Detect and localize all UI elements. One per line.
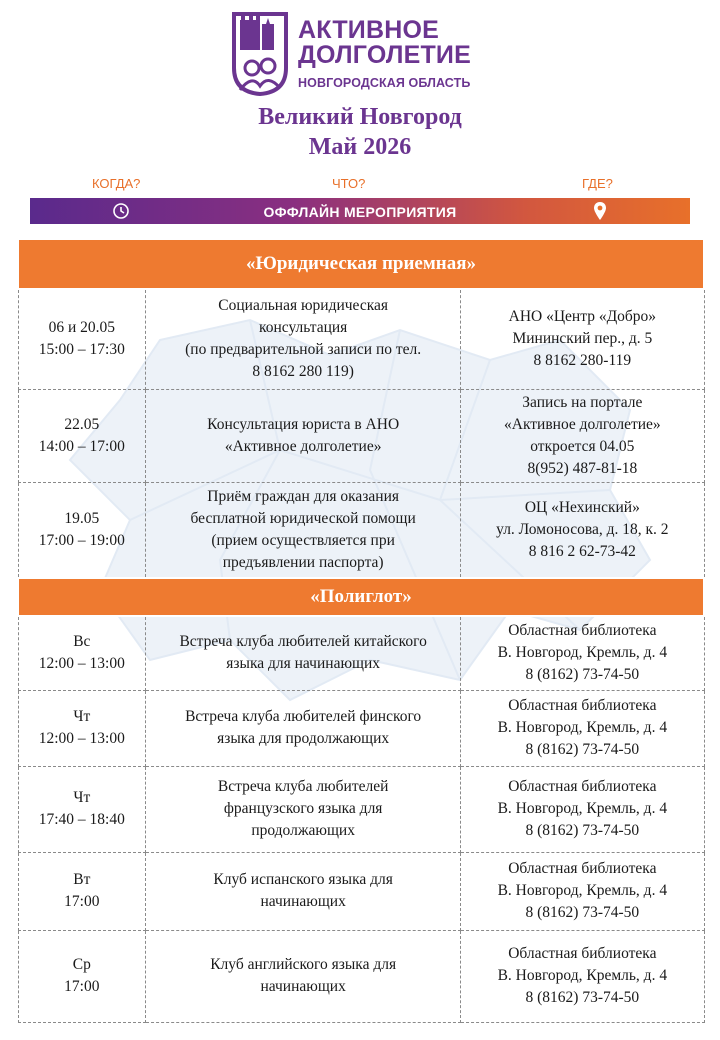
logo [230, 10, 500, 96]
place-text: 8 (8162) 73-74-50 [525, 989, 640, 1006]
event-text: Клуб английского языка для [210, 956, 397, 973]
time-text: 17:40 – 18:40 [38, 811, 125, 828]
table-row [18, 389, 704, 482]
what-cell [146, 616, 461, 690]
where-cell [461, 616, 704, 690]
when-cell [18, 930, 146, 1022]
place-text: Областная библиотека [508, 860, 657, 877]
place-text: В. Новгород, Кремль, д. 4 [497, 967, 668, 984]
date-text: 19.05 [64, 509, 100, 527]
when-label: КОГДА? [92, 176, 141, 191]
section-header-polyglot [18, 578, 704, 616]
place-text: Мининский пер., д. 5 [512, 330, 653, 348]
what-cell [146, 289, 461, 389]
schedule-table [17, 238, 705, 1023]
place-text: В. Новгород, Кремль, д. 4 [497, 719, 668, 736]
time-text: 15:00 – 17:30 [38, 341, 125, 359]
date-text: 22.05 [64, 415, 100, 433]
section-title: «Полиглот» [18, 578, 704, 616]
logo-title-line2: ДОЛГОЛЕТИЕ [298, 41, 471, 69]
place-text: Областная библиотека [508, 622, 657, 640]
event-text: языка для начинающих [226, 655, 381, 673]
event-text: Приём граждан для оказания [207, 487, 399, 505]
when-cell [18, 289, 146, 389]
place-text: В. Новгород, Кремль, д. 4 [497, 644, 668, 662]
place-text: В. Новгород, Кремль, д. 4 [497, 882, 668, 899]
where-label: ГДЕ? [582, 176, 613, 191]
table-row [18, 690, 704, 766]
place-text: Областная библиотека [508, 945, 657, 962]
place-text: «Активное долголетие» [504, 415, 661, 433]
time-text: 17:00 – 19:00 [38, 531, 125, 549]
place-text: ОЦ «Нехинский» [524, 498, 640, 516]
event-text: начинающих [260, 893, 346, 910]
place-text: Областная библиотека [508, 778, 657, 795]
event-text: Встреча клуба любителей китайского [179, 633, 427, 651]
ribbon-title: ОФФЛАЙН МЕРОПРИЯТИЯ [263, 204, 457, 220]
event-text: языка для продолжающих [217, 730, 390, 747]
what-label: ЧТО? [332, 176, 366, 191]
place-text: 8 816 2 62-73-42 [528, 542, 636, 560]
event-text: 8 8162 280 119) [252, 363, 354, 381]
event-text: французского языка для [223, 800, 383, 817]
what-cell [146, 930, 461, 1022]
place-text: 8 (8162) 73-74-50 [525, 666, 640, 684]
place-text: Запись на портале [522, 393, 643, 411]
what-cell [146, 766, 461, 852]
when-cell [18, 690, 146, 766]
date-text: 06 и 20.05 [48, 319, 116, 337]
when-cell [18, 389, 146, 482]
place-text: 8 (8162) 73-74-50 [525, 904, 640, 921]
table-row [18, 482, 704, 578]
where-cell [461, 482, 704, 578]
table-row [18, 852, 704, 930]
table-row [18, 289, 704, 389]
what-cell [146, 690, 461, 766]
when-cell [18, 852, 146, 930]
event-text: консультация [258, 319, 348, 337]
where-cell [461, 766, 704, 852]
event-text: «Активное долголетие» [224, 437, 382, 455]
where-cell [461, 389, 704, 482]
day-text: Вт [73, 871, 91, 888]
logo-title-line1: АКТИВНОЕ [298, 16, 440, 44]
event-text: начинающих [260, 978, 346, 995]
location-pin-icon [593, 201, 607, 221]
event-text: Встреча клуба любителей финского [185, 708, 422, 725]
where-cell [461, 690, 704, 766]
place-text: 8 8162 280-119 [533, 352, 632, 370]
event-text: предъявлении паспорта) [222, 553, 384, 571]
place-text: Областная библиотека [508, 697, 657, 714]
place-text: 8 (8162) 73-74-50 [525, 741, 640, 758]
day-text: Вс [73, 633, 91, 651]
table-row [18, 930, 704, 1022]
table-row [18, 616, 704, 690]
day-text: Чт [73, 789, 91, 806]
month-title: Май 2026 [308, 134, 412, 160]
table-row [18, 766, 704, 852]
place-text: АНО «Центр «Добро» [508, 308, 657, 326]
city-title: Великий Новгород [258, 104, 462, 130]
section-title: «Юридическая приемная» [18, 239, 704, 289]
place-text: 8(952) 487-81-18 [527, 459, 638, 477]
event-text: продолжающих [251, 822, 355, 839]
place-text: 8 (8162) 73-74-50 [525, 822, 640, 839]
place-text: В. Новгород, Кремль, д. 4 [497, 800, 668, 817]
what-cell [146, 389, 461, 482]
when-cell [18, 482, 146, 578]
place-text: ул. Ломоносова, д. 18, к. 2 [496, 520, 669, 538]
where-cell [461, 852, 704, 930]
event-text: Консультация юриста в АНО [207, 415, 400, 433]
time-text: 14:00 – 17:00 [38, 437, 125, 455]
place-text: откроется 04.05 [530, 437, 635, 455]
kremlin-emblem-icon [230, 10, 290, 96]
time-text: 12:00 – 13:00 [38, 730, 125, 747]
event-text: (по предварительной записи по тел. [185, 341, 422, 359]
event-text: Клуб испанского языка для [213, 871, 393, 888]
what-cell [146, 482, 461, 578]
where-cell [461, 930, 704, 1022]
time-text: 12:00 – 13:00 [38, 655, 125, 673]
what-cell [146, 852, 461, 930]
day-text: Ср [72, 956, 91, 973]
when-cell [18, 766, 146, 852]
when-cell [18, 616, 146, 690]
event-text: бесплатной юридической помощи [190, 509, 416, 527]
day-text: Чт [73, 708, 91, 725]
section-header-legal [18, 239, 704, 289]
offline-events-ribbon [30, 198, 690, 224]
logo-subtitle: НОВГОРОДСКАЯ ОБЛАСТЬ [298, 76, 471, 90]
ribbon-labels [30, 176, 690, 194]
event-text: Встреча клуба любителей [217, 778, 389, 795]
time-text: 17:00 [64, 978, 100, 995]
event-text: Социальная юридическая [218, 297, 389, 315]
time-text: 17:00 [64, 893, 100, 910]
where-cell [461, 289, 704, 389]
event-text: (прием осуществляется при [211, 531, 395, 549]
